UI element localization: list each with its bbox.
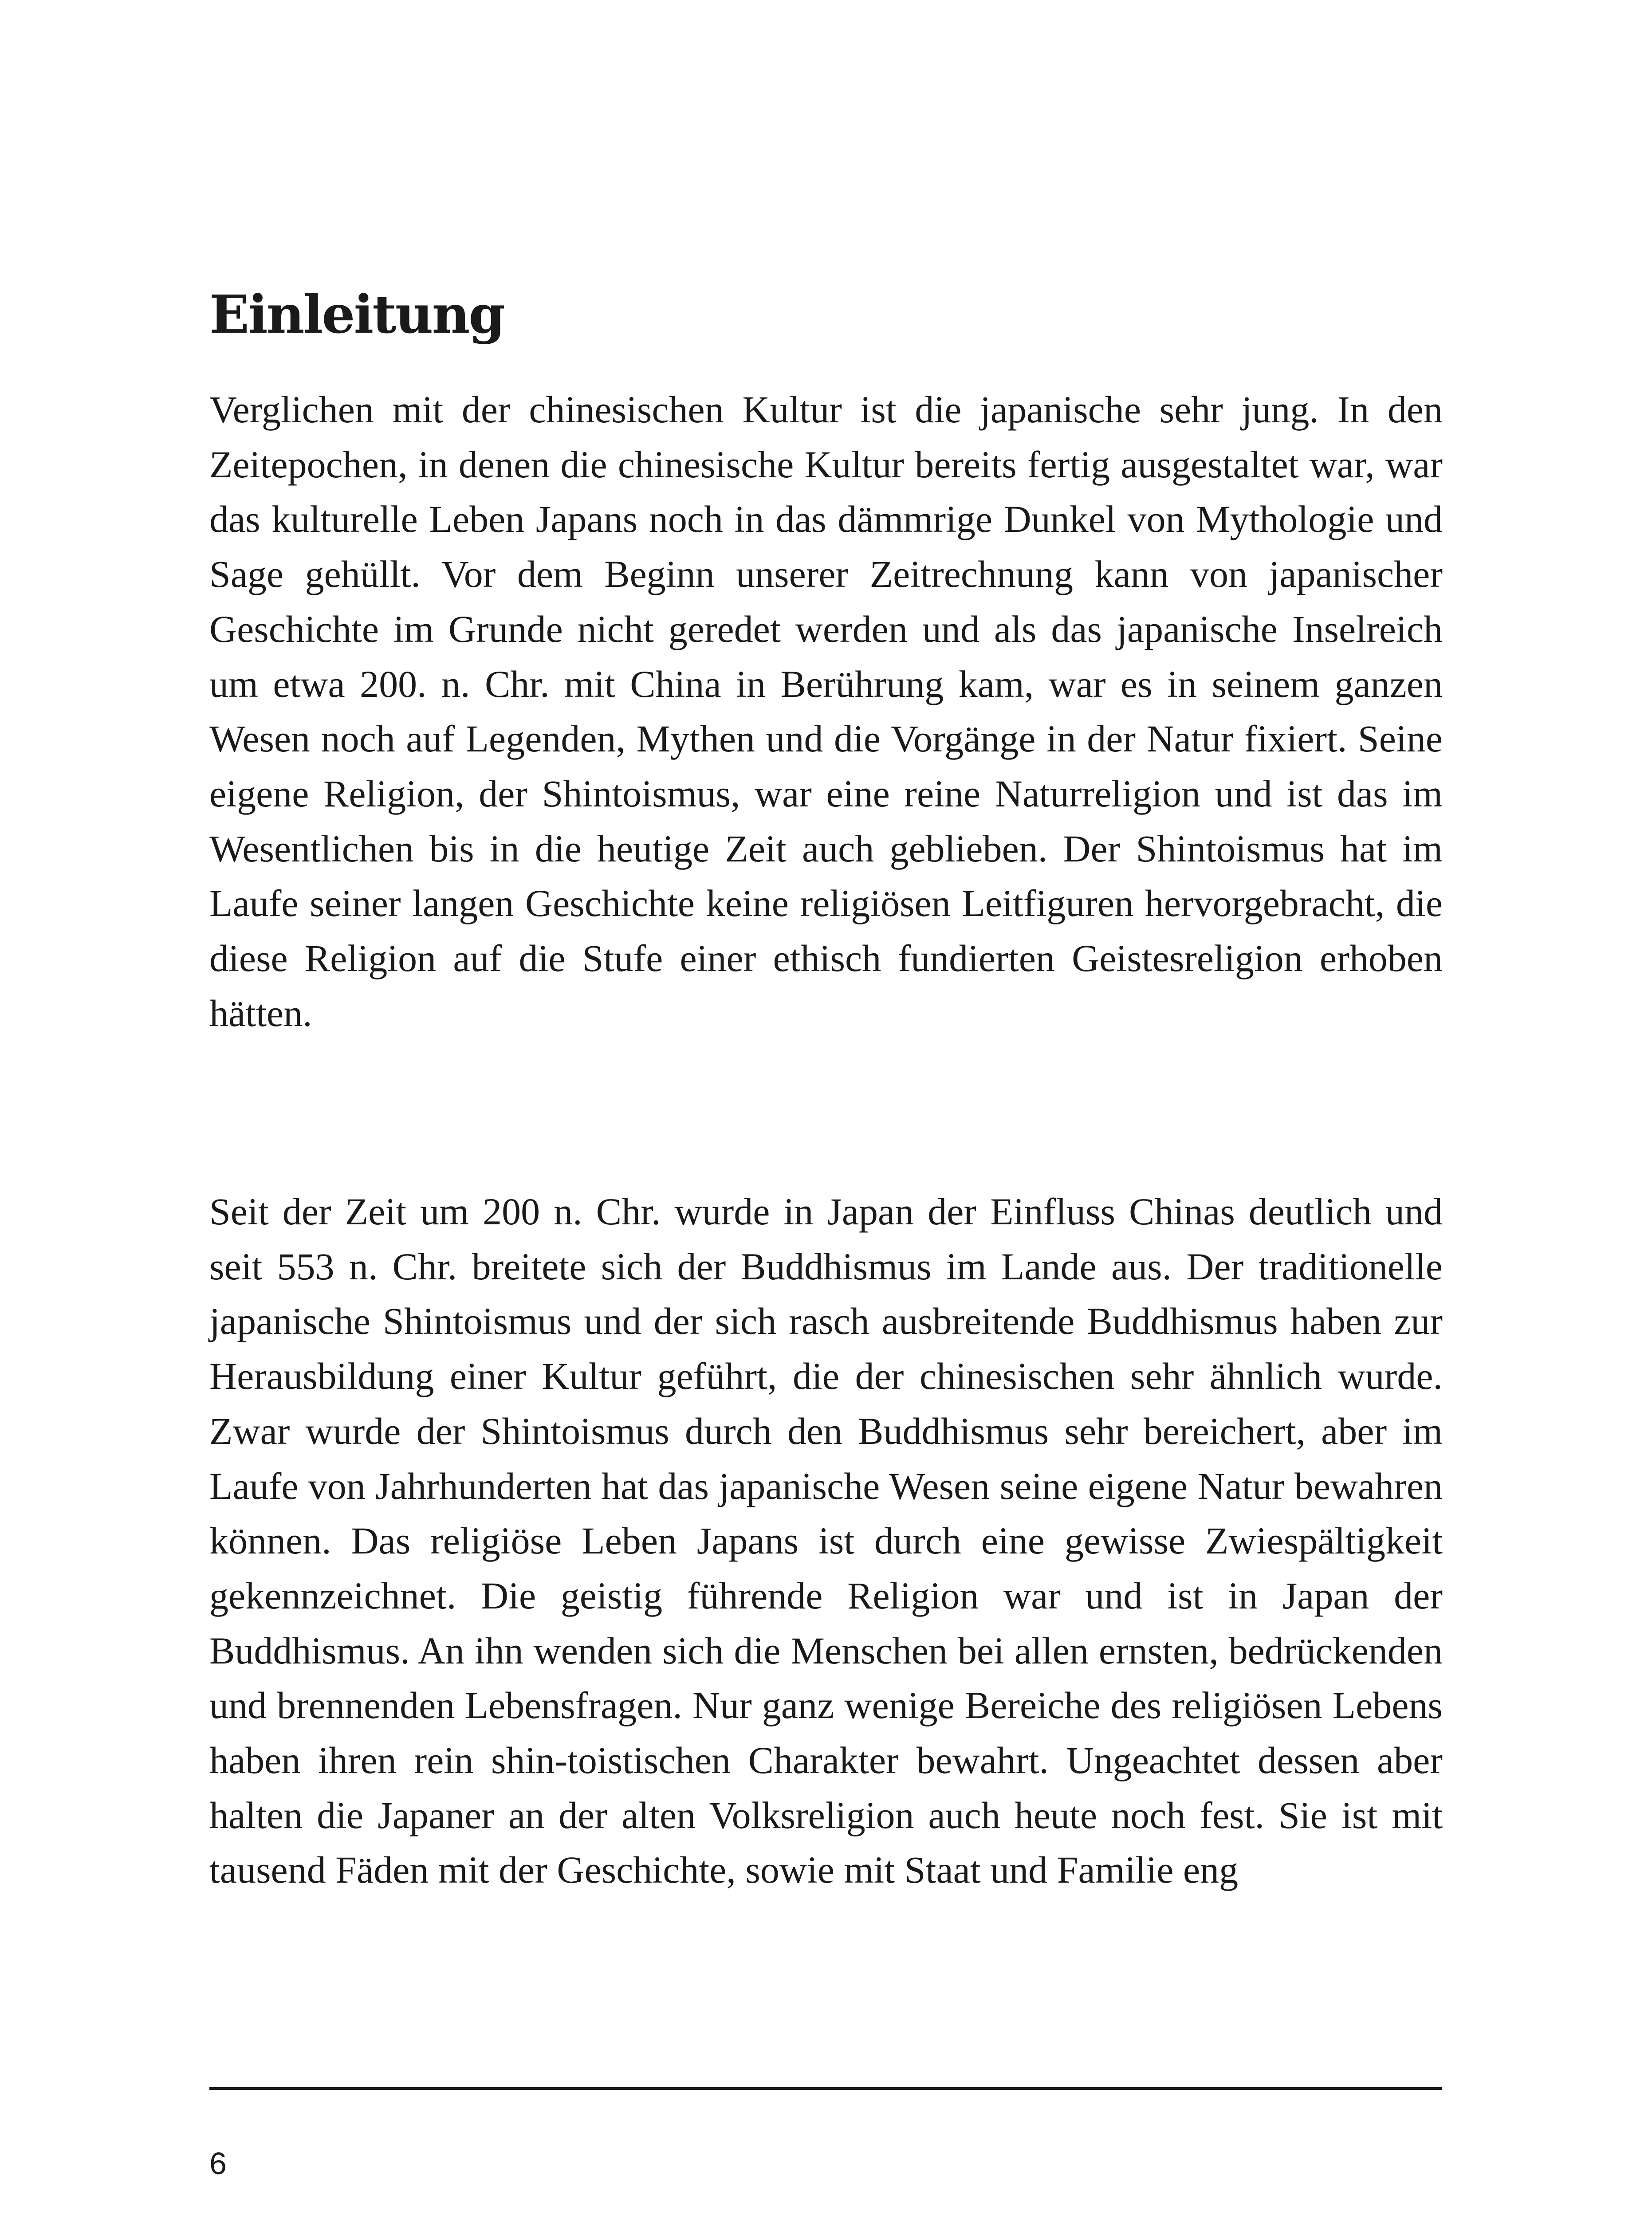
page-number: 6 [209,2146,227,2181]
paragraph-1: Verglichen mit der chinesischen Kultur ist die japanische sehr jung. In den Zeitepochen, in denen die chinesische Kultur bereits fertig ausgestaltet war, war das kulturelle Leben Japans noch in das dämmrige Dunkel von Mythologie und Sage gehüllt. Vor dem Beginn unserer Zeitrechnung kann von japanischer Geschichte im Grunde nicht geredet werden und als das japanische Inselreich um etwa 200. n. Chr. mit China in Berührung kam, war es in seinem ganzen Wesen noch auf Legenden, Mythen und die Vorgänge in der Natur fixiert. Seine eigene Religion, der Shintoismus, war eine reine Naturreligion und ist das im Wesentlichen bis in die heutige Zeit auch geblieben. Der Shintoismus hat im Laufe seiner langen Geschichte keine religiösen Leitfiguren hervorgebracht, die diese Religion auf die Stufe einer ethisch fundierten Geistesreligion erhoben hätten. [209,388,1443,1034]
footer-rule [209,2087,1442,2090]
chapter-heading: Einleitung [209,283,504,345]
paragraph-2: Seit der Zeit um 200 n. Chr. wurde in Japan der Einfluss Chinas deutlich und seit 553 n. Chr. breitete sich der Buddhismus im Lande aus. Der traditionelle japanische Shintoismus und der sich rasch ausbreitende Buddhismus haben zur Herausbildung einer Kultur geführt, die der chinesischen sehr ähnlich wurde. Zwar wurde der Shintoismus durch den Buddhismus sehr bereichert, aber im Laufe von Jahrhunderten hat das japanische Wesen seine eigene Natur bewahren können. Das religiöse Leben Japans ist durch eine gewisse Zwiespältigkeit gekennzeichnet. Die geistig führende Religion war und ist in Japan der Buddhismus. An ihn wenden sich die Menschen bei allen ernsten, bedrückenden und brennenden Lebensfragen. Nur ganz wenige Bereiche des religiösen Lebens haben ihren rein shin-toistischen Charakter bewahrt. Ungeachtet dessen aber halten die Japaner an der alten Volksreligion auch heute noch fest. Sie ist mit tausend Fäden mit der Geschichte, sowie mit Staat und Familie eng [209,1190,1443,1892]
